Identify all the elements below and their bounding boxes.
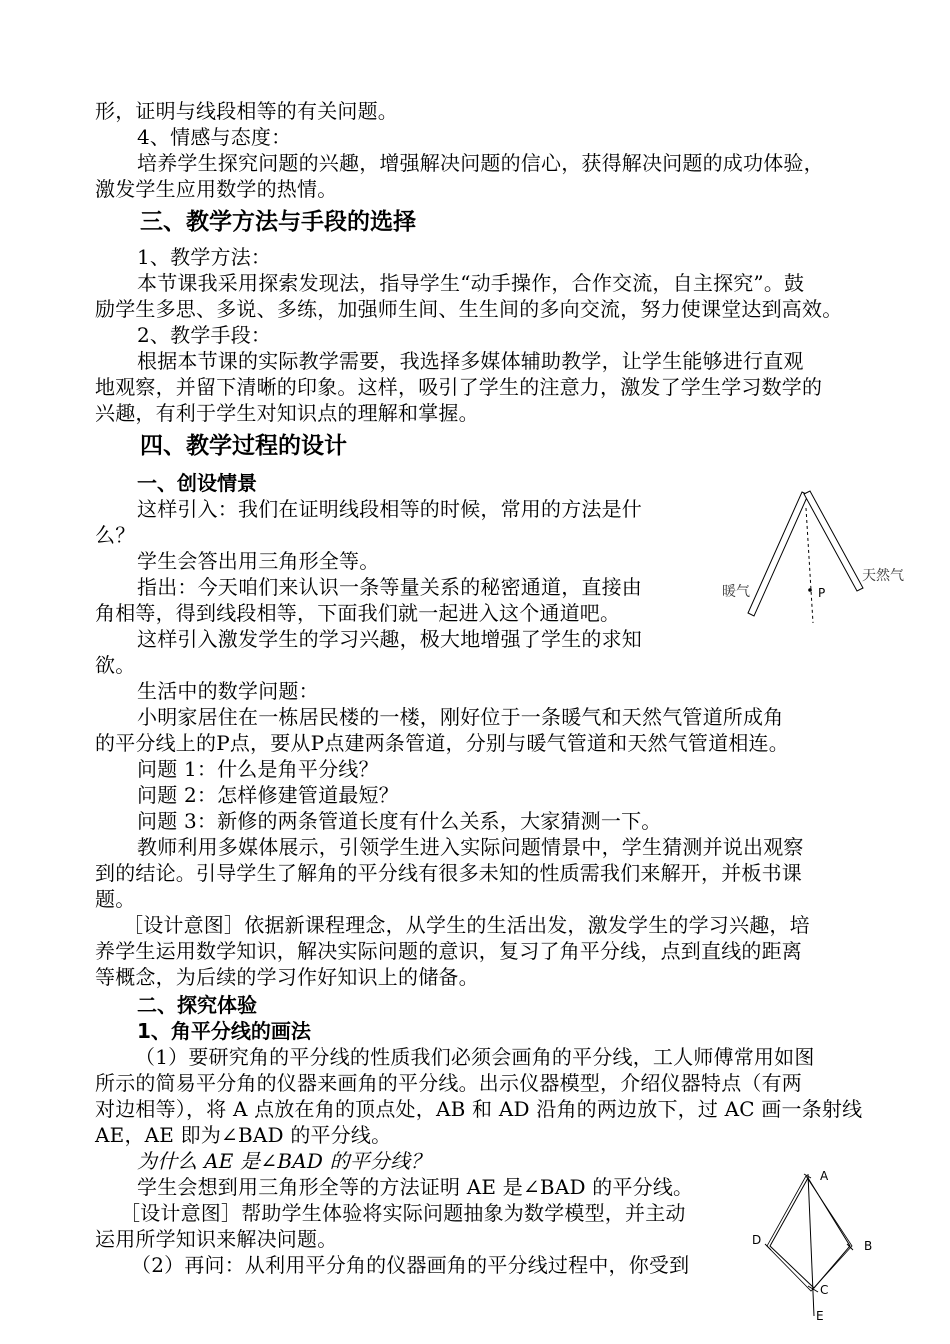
- section-heading: 四、教学过程的设计: [140, 433, 347, 459]
- pipe-figure: [718, 488, 918, 628]
- text-line: ［设计意图］帮助学生体验将实际问题抽象为数学模型，并主动: [120, 1201, 686, 1225]
- text-line: ［设计意图］依据新课程理念，从学生的生活出发，激发学生的学习兴趣，培: [123, 913, 810, 937]
- text-line: 么？: [95, 523, 136, 547]
- text-line: 地观察，并留下清晰的印象。这样，吸引了学生的注意力，激发了学生学习数学的: [95, 375, 823, 399]
- text-line: 所示的简易平分角的仪器来画角的平分线。出示仪器模型，介绍仪器特点（有两: [95, 1071, 802, 1095]
- point-p: [808, 588, 812, 592]
- label-d: D: [752, 1233, 762, 1247]
- text-line: AE，AE 即为∠BAD 的平分线。: [95, 1123, 392, 1147]
- text-line: 1、教学方法：: [137, 245, 272, 269]
- text-line: 生活中的数学问题：: [137, 679, 319, 703]
- text-line: 养学生运用数学知识，解决实际问题的意识，复习了角平分线，点到直线的距离: [95, 939, 802, 963]
- text-line: 题。: [95, 887, 136, 911]
- text-line: 这样引入激发学生的学习兴趣，极大地增强了学生的求知: [137, 627, 642, 651]
- text-line: 的平分线上的P点，要从P点建两条管道，分别与暖气管道和天然气管道相连。: [95, 731, 789, 755]
- text-line: 激发学生应用数学的热情。: [95, 177, 338, 201]
- text-line: 学生会想到用三角形全等的方法证明 AE 是∠BAD 的平分线。: [137, 1175, 694, 1199]
- text-line: 运用所学知识来解决问题。: [95, 1227, 338, 1251]
- text-line: 问题 2：怎样修建管道最短？: [137, 783, 399, 807]
- bisector-instrument-figure: [748, 1164, 898, 1344]
- text-line: 学生会答出用三角形全等。: [137, 549, 380, 573]
- text-line: （1）要研究角的平分线的性质我们必须会画角的平分线，工人师傅常用如图: [135, 1045, 815, 1069]
- text-line: 励学生多思、多说、多练，加强师生间、生生间的多向交流，努力使课堂达到高效。: [95, 297, 843, 321]
- ray-ae: [808, 1174, 814, 1316]
- gas-pipe: [804, 491, 863, 591]
- text-line: 问题 3：新修的两条管道长度有什么关系，大家猜测一下。: [137, 809, 662, 833]
- label-a: A: [820, 1169, 829, 1183]
- text-line: 本节课我采用探索发现法，指导学生“动手操作，合作交流，自主探究”。鼓: [137, 271, 805, 295]
- label-p: P: [818, 586, 826, 600]
- text-line: 等概念，为后续的学习作好知识上的储备。: [95, 965, 479, 989]
- subsection-heading: 1、角平分线的画法: [137, 1019, 311, 1043]
- text-line: （2）再问：从利用平分角的仪器画角的平分线过程中，你受到: [131, 1253, 690, 1277]
- text-line: 2、教学手段：: [137, 323, 272, 347]
- bisector-line: [806, 508, 813, 623]
- text-line: 为什么 AE 是∠BAD 的平分线？: [137, 1149, 431, 1173]
- text-line: 兴趣，有利于学生对知识点的理解和掌握。: [95, 401, 479, 425]
- heating-pipe: [748, 492, 808, 616]
- label-c: C: [820, 1283, 829, 1297]
- text-line: 问题 1：什么是角平分线？: [137, 757, 379, 781]
- text-line: 培养学生探究问题的兴趣，增强解决问题的信心，获得解决问题的成功体验，: [137, 151, 824, 175]
- subsection-heading: 一、创设情景: [137, 471, 257, 495]
- text-line: 角相等，得到线段相等，下面我们就一起进入这个通道吧。: [95, 601, 621, 625]
- text-line: 根据本节课的实际教学需要，我选择多媒体辅助教学，让学生能够进行直观: [137, 349, 804, 373]
- text-line: 教师利用多媒体展示，引领学生进入实际问题情景中，学生猜测并说出观察: [137, 835, 804, 859]
- label-gas: 天然气: [862, 568, 904, 584]
- text-line: 4、情感与态度：: [137, 125, 292, 149]
- text-line: 欲。: [95, 653, 136, 677]
- label-e: E: [816, 1309, 824, 1323]
- text-line: 这样引入：我们在证明线段相等的时候，常用的方法是什: [137, 497, 642, 521]
- instrument-outline: [767, 1176, 852, 1291]
- subsection-heading: 二、探究体验: [137, 993, 257, 1017]
- text-line: 指出：今天咱们来认识一条等量关系的秘密通道，直接由: [137, 575, 642, 599]
- label-b: B: [864, 1239, 873, 1253]
- text-line: 到的结论。引导学生了解角的平分线有很多未知的性质需我们来解开，并板书课: [95, 861, 802, 885]
- text-line: 形，证明与线段相等的有关问题。: [95, 99, 398, 123]
- section-heading: 三、教学方法与手段的选择: [140, 209, 416, 235]
- label-heating: 暖气: [722, 584, 750, 600]
- text-line: 小明家居住在一栋居民楼的一楼，刚好位于一条暖气和天然气管道所成角: [137, 705, 784, 729]
- text-line: 对边相等），将 A 点放在角的顶点处，AB 和 AD 沿角的两边放下，过 AC 画一条射线: [95, 1097, 863, 1121]
